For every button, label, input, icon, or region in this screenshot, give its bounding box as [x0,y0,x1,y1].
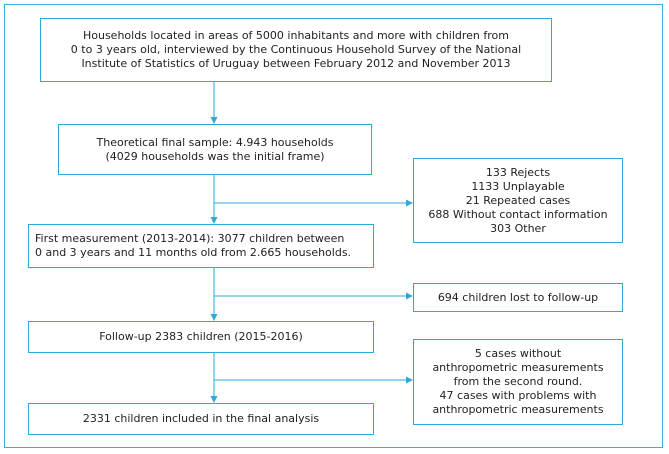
exclusions-line-4: 688 Without contact information [428,207,608,221]
final-analysis-box [28,403,374,435]
anthropometric-line-2: anthropometric measurements [432,361,604,374]
anthropometric-problems-box [413,339,623,425]
anthropometric-line-4: 47 cases with problems with [439,389,597,402]
final-analysis-line-1: 2331 children included in the final analysis [82,412,320,425]
exclusions-box [413,158,623,243]
theoretical-sample-line-1: Theoretical final sample: 4.943 households [96,135,334,149]
theoretical-sample-box [58,124,372,175]
exclusions-line-3: 21 Repeated cases [465,193,571,207]
follow-up-line-1: Follow-up 2383 children (2015-2016) [99,330,303,343]
lost-follow-up-box [413,283,623,312]
first-measurement-line-1: First measurement (2013-2014): 3077 children between [35,232,345,245]
first-measurement-line-2: 0 and 3 years and 11 months old from 2.665 households. [35,246,352,259]
population-box [40,18,552,82]
exclusions-line-5: 303 Other [490,221,546,235]
exclusions-line-2: 1133 Unplayable [471,179,565,193]
population-line-2: 0 to 3 years old, interviewed by the Continuous Household Survey of the National [70,43,522,56]
first-measurement-box [28,224,374,268]
anthropometric-line-1: 5 cases without [474,347,562,360]
theoretical-sample-line-2: (4029 households was the initial frame) [105,149,325,163]
lost-follow-up-line-1: 694 children lost to follow-up [437,290,599,304]
population-line-3: Institute of Statistics of Uruguay between February 2012 and November 2013 [81,57,511,70]
follow-up-box [28,321,374,353]
population-line-1: Households located in areas of 5000 inhabitants and more with children from [82,29,510,42]
exclusions-line-1: 133 Rejects [485,165,551,179]
anthropometric-line-5: anthropometric measurements [432,403,604,416]
anthropometric-line-3: from the second round. [453,375,583,388]
